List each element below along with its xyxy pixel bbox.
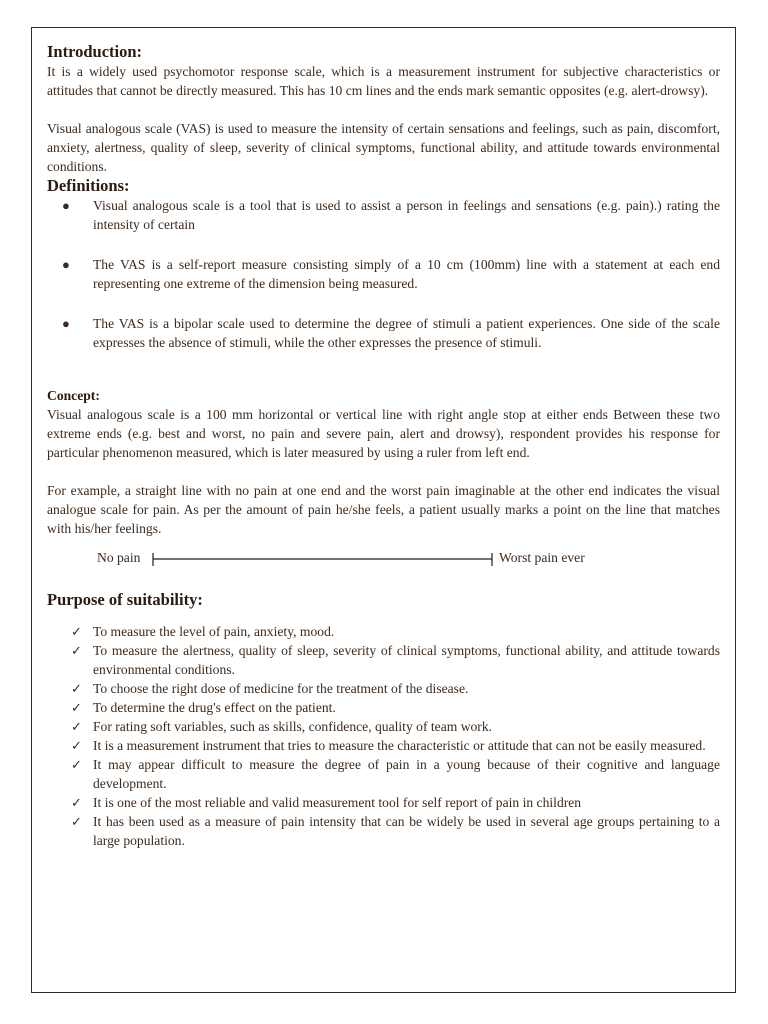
definition-item: ● The VAS is a self-report measure consisting simply of a 10 cm (100mm) line with a statement at each end representing one extreme of the dimension being measured. [62,257,720,291]
definition-item: ● Visual analogous scale is a tool that is used to assist a person in feelings and sensations (e.g. pain).) rating the intensity of certain [62,198,720,232]
introduction-paragraph-1: It is a widely used psychomotor response scale, which is a measurement instrument for subjective characteristics or attitudes that cannot be directly measured. This has 10 cm lines and the ends mark semantic opposites (e.g. alert-drowsy). [47,64,720,98]
concept-heading: Concept: [47,388,100,403]
concept-paragraph-1: Visual analogous scale is a 100 mm horizontal or vertical line with right angle stop at either ends Between these two extreme ends (e.g. best and worst, no pain and severe pain, alert and drowsy), respondent provides his response for particular phenomenon measured, which is later measured by using a ruler from left end. [47,407,720,460]
checkmark-icon: ✓ [71,624,82,639]
purpose-item: ✓ It is one of the most reliable and valid measurement tool for self report of pain in children [71,795,582,810]
purpose-item: ✓ It is a measurement instrument that tries to measure the characteristic or attitude that can not be easily measured. [71,738,706,753]
purpose-item: ✓ To determine the drug's effect on the patient. [71,700,336,715]
definition-item: ● The VAS is a bipolar scale used to determine the degree of stimuli a patient experiences. One side of the scale expresses the absence of stimuli, while the other expresses the presence of stimuli. [62,316,720,350]
checkmark-icon: ✓ [71,738,82,753]
checkmark-icon: ✓ [71,681,82,696]
purpose-item: ✓ It has been used as a measure of pain intensity that can be widely be used in several age groups pertaining to a large population. [71,814,720,848]
bullet-icon: ● [62,257,70,272]
scale-right-label: Worst pain ever [499,550,585,565]
checkmark-icon: ✓ [71,757,82,772]
purpose-item: ✓ For rating soft variables, such as skills, confidence, quality of team work. [71,719,493,734]
checkmark-icon: ✓ [71,814,82,829]
purpose-item: ✓ To measure the alertness, quality of sleep, severity of clinical symptoms, functional ability, and attitude towards environmental conditions. [71,643,720,677]
bullet-icon: ● [62,198,70,213]
purpose-heading: Purpose of suitability: [47,590,203,609]
checkmark-icon: ✓ [71,719,82,734]
bullet-icon: ● [62,316,70,331]
concept-paragraph-2: For example, a straight line with no pain at one end and the worst pain imaginable at the other end indicates the visual analogue scale for pain. As per the amount of pain he/she feels, a patient usually marks a point on the line that matches with his/her feelings. [47,483,720,536]
checkmark-icon: ✓ [71,795,82,810]
scale-line [150,548,495,568]
checkmark-icon: ✓ [71,643,82,658]
purpose-item: ✓ It may appear difficult to measure the degree of pain in a young because of their cognitive and language development. [71,757,720,791]
purpose-item: ✓ To measure the level of pain, anxiety, mood. [71,624,335,639]
definitions-heading: Definitions: [47,176,130,195]
introduction-paragraph-2: Visual analogous scale (VAS) is used to measure the intensity of certain sensations and feelings, such as pain, discomfort, anxiety, alertness, quality of sleep, severity of clinical symptoms, functional ability, and attitude towards environmental conditions. [47,121,720,174]
visual-analogue-scale [47,548,720,572]
scale-left-label: No pain [97,550,141,565]
purpose-item: ✓ To choose the right dose of medicine for the treatment of the disease. [71,681,469,696]
introduction-heading: Introduction: [47,42,143,61]
document-body [47,42,720,850]
purpose-list [47,622,720,850]
checkmark-icon: ✓ [71,700,82,715]
definitions-list [47,196,720,352]
